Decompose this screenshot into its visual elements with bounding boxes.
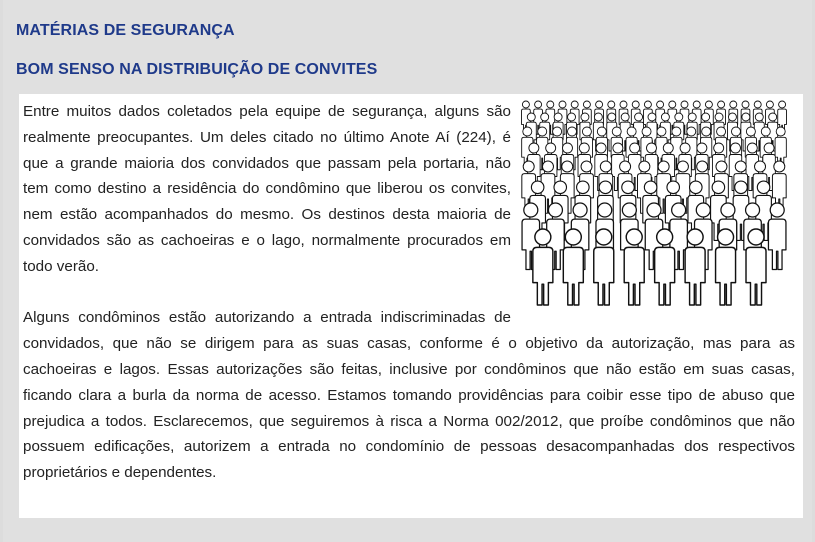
article-title: BOM SENSO NA DISTRIBUIÇÃO DE CONVITES xyxy=(16,61,378,78)
article-body xyxy=(19,94,803,518)
section-title: MATÉRIAS DE SEGURANÇA xyxy=(16,22,235,39)
article-paragraph-1: Entre muitos dados coletados pela equipe de segurança, alguns são realmente preocupantes. Um deles citado no último Anote Aí (224), é que a grande maioria dos convidados que passam pela portaria, não tem como destino a residência do condômino que liberou os convites, nem estão acompanhados do mesmo. Os destinos desta maioria de convidados são as cachoeiras e o lago, normalmente procurados em todo verão. xyxy=(23,103,511,275)
page xyxy=(3,0,812,542)
article-paragraph-2: Alguns condôminos estão autorizando a entrada indiscriminadas de convidados, que não se dirigem para as suas casas, conforme é o objetivo da autorização, mas para as cachoeiras e lagos. Essas autorizações são feitas, inclusive por condôminos que não estão em suas casas, ficando clara a burla da norma de acesso. Estamos tomando providências para coibir esse tipo de abuso que prejudica a todos. Esclarecemos, que seguiremos à risca a Norma 002/2012, que proíbe condôminos que não possuem edificações, autorizem a entrada no condomínio de pessoas desacompanhadas dos respectivos proprietários e dependentes. xyxy=(23,309,795,482)
crowd-of-people-icon xyxy=(521,99,787,319)
